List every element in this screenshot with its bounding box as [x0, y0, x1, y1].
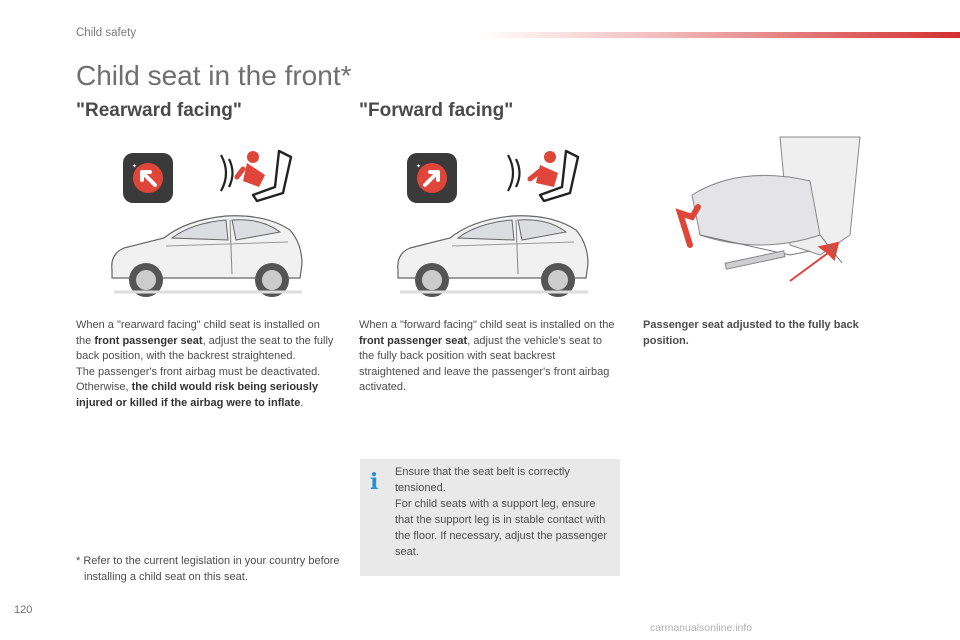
- forward-text-emphasis: front passenger seat: [359, 334, 468, 347]
- footnote: [76, 553, 344, 585]
- footnote-text: * Refer to the current legislation in your country before installing a child seat on this seat.: [76, 555, 340, 583]
- rearward-text-2: , adjust the seat to the fully back position, with the backrest straightened.: [76, 334, 334, 362]
- info-text: [395, 464, 610, 560]
- rearward-warning-text: the child would risk being seriously injured or killed if the airbag were to inflate: [76, 381, 319, 409]
- forward-text-1: When a "forward facing" child seat is installed on the: [359, 319, 615, 331]
- heading-rearward-facing: "Rearward facing": [76, 100, 242, 121]
- car-illustration-rear: [106, 208, 306, 302]
- section-label: Child safety: [76, 27, 137, 39]
- airbag-off-indicator-icon: [122, 152, 174, 204]
- car-illustration-forward: [392, 208, 592, 302]
- info-line-1: Ensure that the seat belt is correctly tensioned.: [395, 466, 570, 494]
- seat-caption: Passenger seat adjusted to the fully back position.: [643, 319, 859, 347]
- forward-description: [359, 318, 617, 396]
- page-number: 120: [14, 604, 33, 616]
- info-line-2: For child seats with a support leg, ensure that the support leg is in stable contact with the floor. If necessary, adjust the passenger seat.: [395, 498, 607, 558]
- header-accent-bar: [480, 32, 960, 38]
- svg-text:✦: ✦: [132, 163, 138, 170]
- rearward-description: [76, 318, 338, 411]
- rearward-text-emphasis-1: front passenger seat: [94, 334, 203, 347]
- heading-forward-facing: "Forward facing": [359, 100, 514, 121]
- page-title: Child seat in the front*: [76, 60, 352, 91]
- rearward-text-3: The passenger's front airbag must be deactivated. Otherwise,: [76, 365, 321, 393]
- airbag-on-indicator-icon: [406, 152, 458, 204]
- info-icon: i: [370, 469, 379, 495]
- info-box: [360, 459, 620, 576]
- rearward-text-1: When a "rearward facing" child seat is installed on the: [76, 319, 320, 347]
- watermark: carmanualsonline.info: [650, 622, 753, 634]
- svg-text:✦: ✦: [416, 163, 422, 170]
- rearward-child-seat-icon: [213, 145, 303, 205]
- rearward-text-4: .: [300, 396, 304, 409]
- forward-text-2: , adjust the vehicle's seat to the fully back position with seat backrest straightened and leave the passenger's front airbag activated.: [359, 334, 610, 393]
- seat-adjustment-illustration: [670, 135, 870, 285]
- forward-child-seat-icon: [500, 145, 590, 205]
